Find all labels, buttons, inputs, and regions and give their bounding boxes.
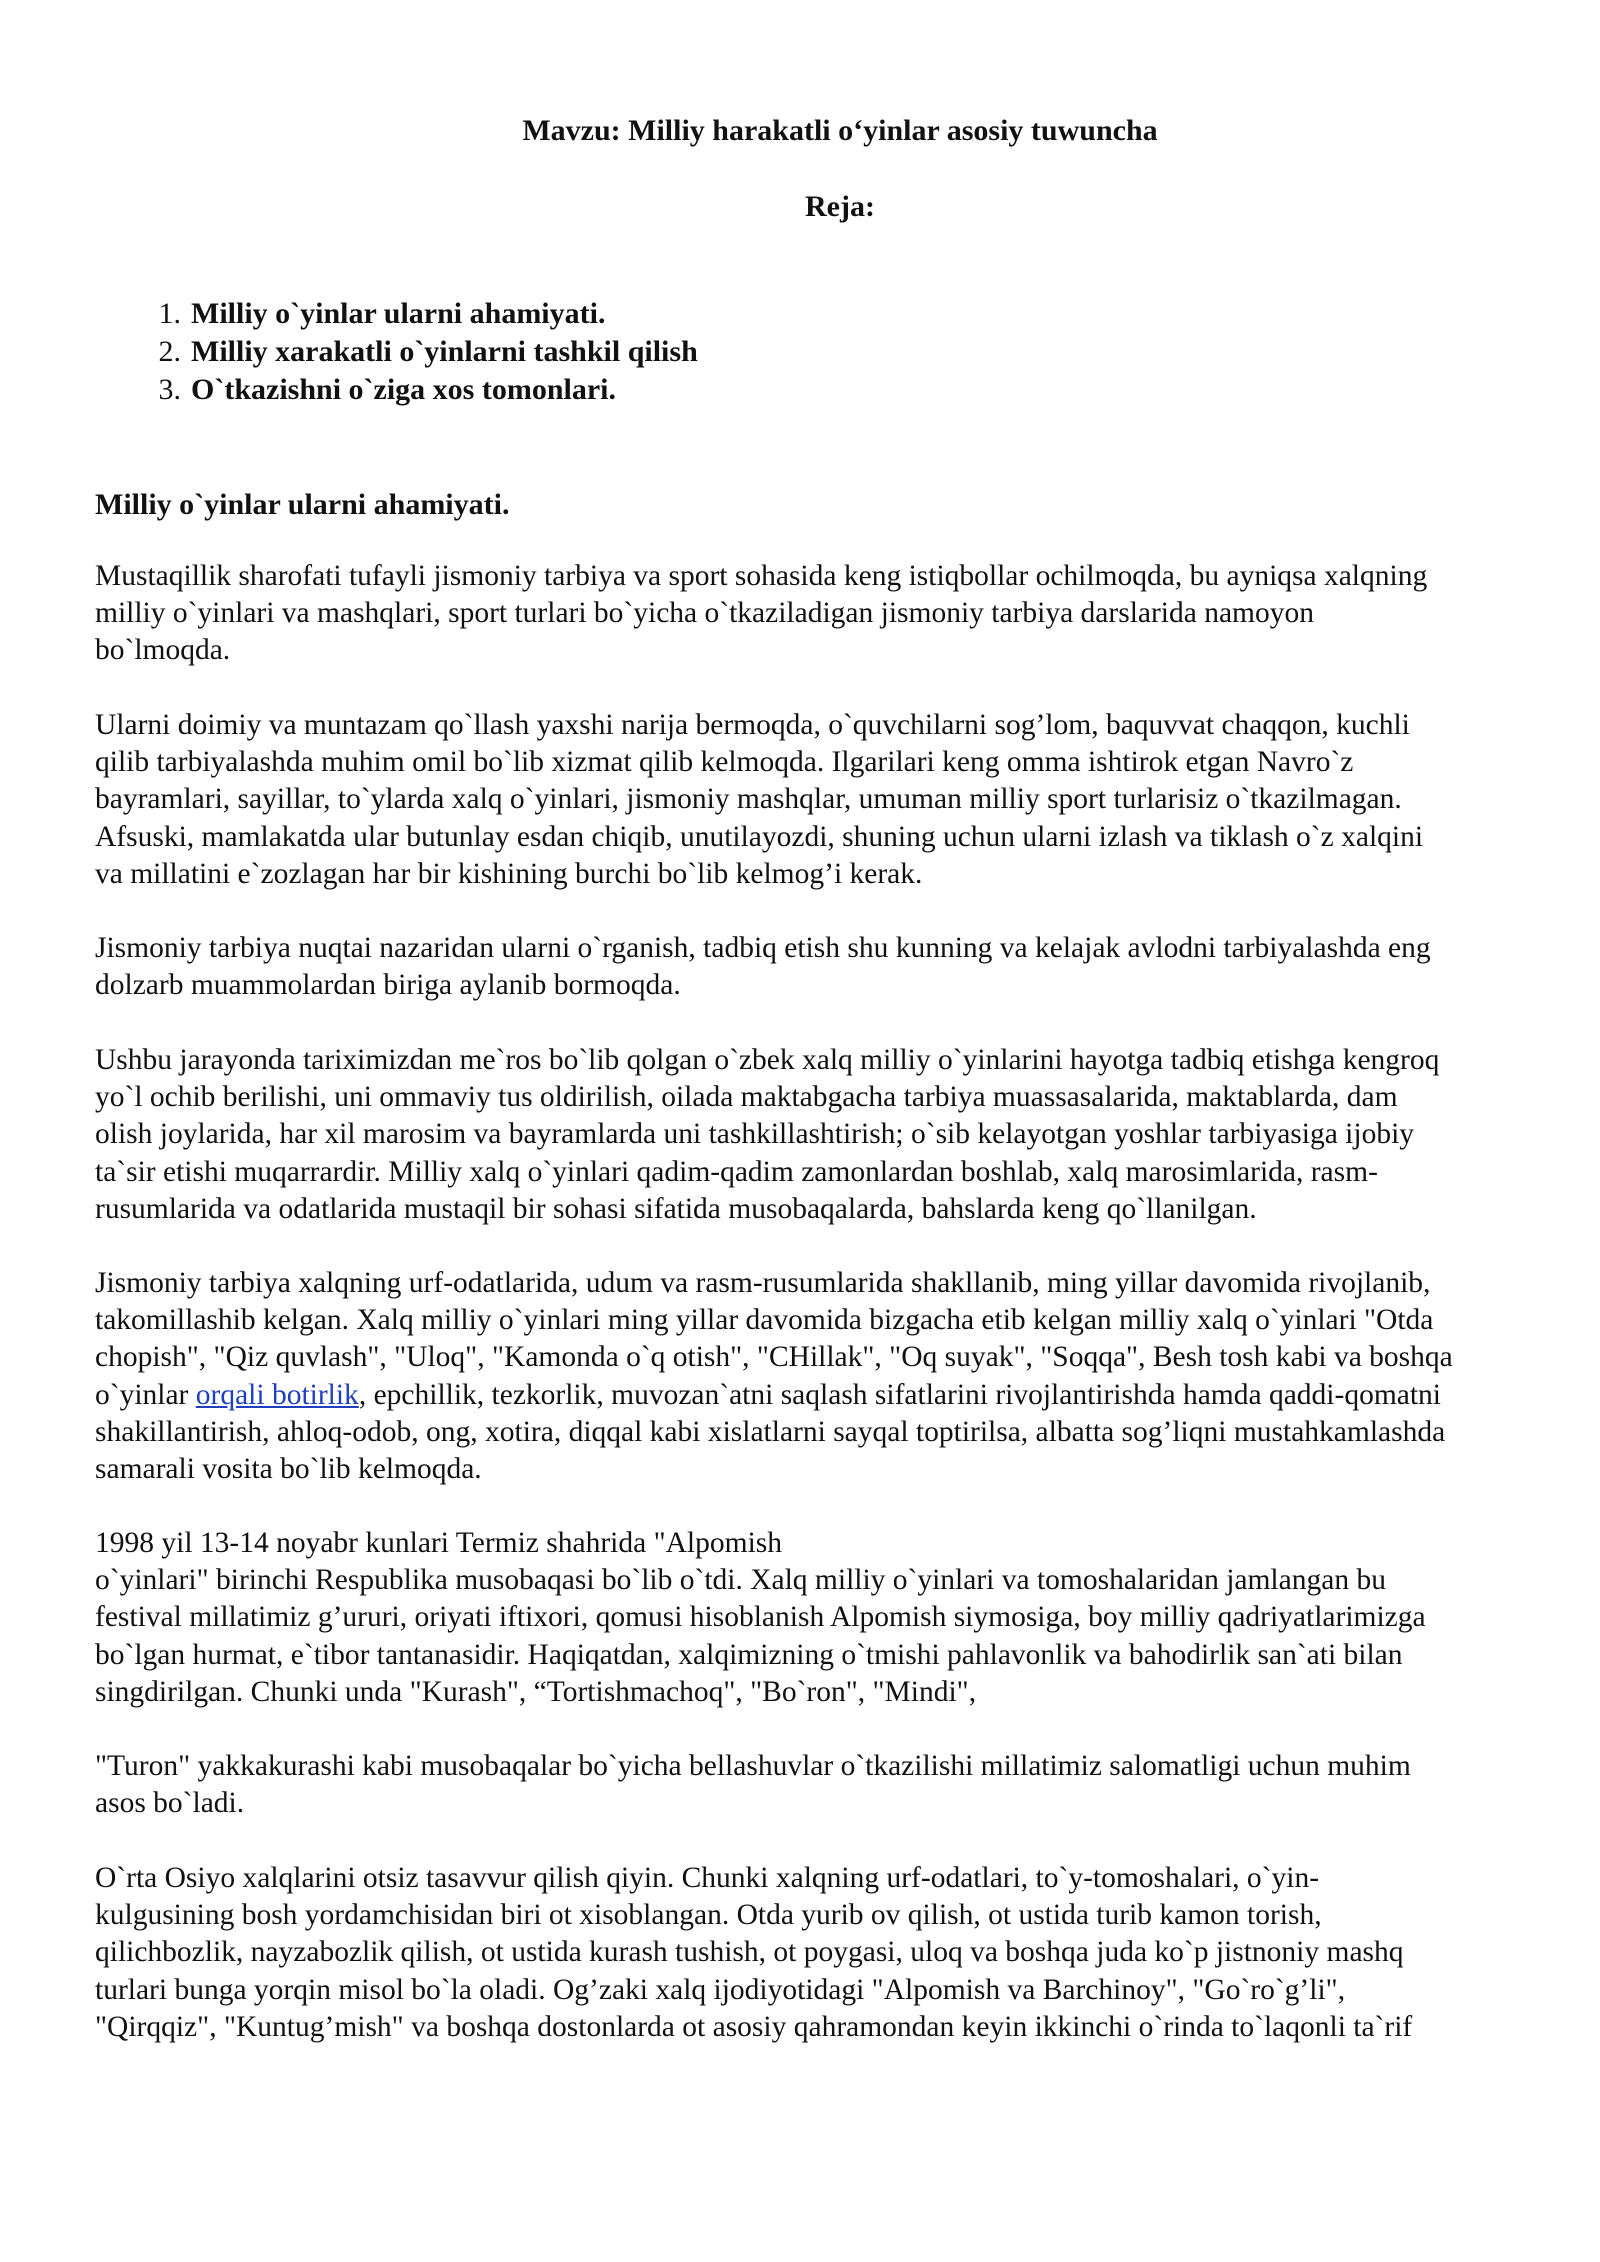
paragraph-6 bbox=[95, 1525, 1590, 1711]
paragraph-3 bbox=[95, 930, 1590, 1004]
text-line: bayramlari, sayillar, to`ylarda xalq o`yinlari, jismoniy mashqlar, umuman milliy sport turlarisiz o`tkazilmagan. bbox=[95, 783, 1402, 816]
text-line: milliy o`yinlari va mashqlari, sport turlari bo`yicha o`tkaziladigan jismoniy tarbiya darslarida namoyon bbox=[95, 597, 1315, 630]
plan-item-number: 2. bbox=[158, 335, 181, 368]
text-line: yo`l ochib berilishi, uni ommaviy tus oldirilish, oilada maktabgacha tarbiya muassasalarida, maktablarda, dam bbox=[95, 1081, 1398, 1114]
text-line: rusumlarida va odatlarida mustaqil bir sohasi sifatida musobaqalarda, bahslarda keng qo`llanilgan. bbox=[95, 1192, 1257, 1225]
text-line: qilichbozlik, nayzabozlik qilish, ot ustida kurash tushish, ot poygasi, uloq va boshqa juda ko`p jistnoniy mashq bbox=[95, 1936, 1404, 1969]
document-title: Mavzu: Milliy harakatli o‘yinlar asosiy tuwuncha bbox=[522, 114, 1158, 147]
text-line: olish joylarida, har xil marosim va bayramlarda uni tashkillashtirish; o`sib kelayotgan yoshlar tarbiyasiga ijobiy bbox=[95, 1118, 1415, 1151]
paragraph-7 bbox=[95, 1748, 1590, 1822]
plan-item-text: O`tkazishni o`ziga xos tomonlari. bbox=[191, 373, 616, 406]
text-line: va millatini e`zozlagan har bir kishining burchi bo`lib kelmog’i kerak. bbox=[95, 857, 923, 890]
text-line: asos bo`ladi. bbox=[95, 1787, 245, 1820]
section-heading: Milliy o`yinlar ularni ahamiyati. bbox=[95, 488, 510, 521]
plan-item-number: 1. bbox=[158, 297, 181, 330]
text-line: "Qirqqiz", "Kuntug’mish" va boshqa dostonlarda ot asosiy qahramondan keyin ikkinchi o`rinda to`laqonli ta`rif bbox=[95, 2010, 1413, 2043]
text-line: dolzarb muammolardan biriga aylanib bormoqda. bbox=[95, 969, 681, 1002]
paragraph-8 bbox=[95, 1860, 1590, 2046]
text-line: Mustaqillik sharofati tufayli jismoniy tarbiya va sport sohasida keng istiqbollar ochilmoqda, bu ayniqsa xalqning bbox=[95, 560, 1428, 592]
plan-heading: Reja: bbox=[805, 190, 875, 223]
plan-item-number: 3. bbox=[158, 373, 181, 406]
paragraph-5 bbox=[95, 1265, 1590, 1488]
plan-item bbox=[95, 333, 698, 371]
text-line: samarali vosita bo`lib kelmoqda. bbox=[95, 1453, 482, 1486]
text-line: shakillantirish, ahloq-odob, ong, xotira, diqqal kabi xislatlarni sayqal toptirilsa, albatta sog’liqni mustahkamlashda bbox=[95, 1415, 1446, 1448]
text-fragment: , epchillik, tezkorlik, muvozan`atni saqlash sifatlarini rivojlantirishda hamda qaddi-qomatni bbox=[358, 1378, 1442, 1411]
text-line: Ularni doimiy va muntazam qo`llash yaxshi narija bermoqda, o`quvchilarni sog’lom, baquvvat chaqqon, kuchli bbox=[95, 709, 1410, 741]
paragraph-1 bbox=[95, 558, 1590, 670]
text-line: Jismoniy tarbiya nuqtai nazaridan ularni o`rganish, tadbiq etish shu kunning va kelajak avlodni tarbiyalashda eng bbox=[95, 932, 1431, 964]
text-line: o`yinlari" birinchi Respublika musobaqasi bo`lib o`tdi. Xalq milliy o`yinlari va tomoshalaridan jamlangan bu bbox=[95, 1564, 1386, 1597]
paragraph-4 bbox=[95, 1042, 1590, 1228]
text-line: bo`lgan hurmat, e`tibor tantanasidir. Haqiqatdan, xalqimizning o`tmishi pahlavonlik va bahodirlik san`ati bilan bbox=[95, 1638, 1403, 1671]
text-line: Jismoniy tarbiya xalqning urf-odatlarida, udum va rasm-rusumlarida shakllanib, ming yillar davomida rivojlanib, bbox=[95, 1267, 1431, 1299]
paragraph-2 bbox=[95, 707, 1590, 893]
text-fragment: o`yinlar bbox=[95, 1378, 196, 1411]
plan-item-text: Milliy o`yinlar ularni ahamiyati. bbox=[191, 297, 606, 330]
text-line: bo`lmoqda. bbox=[95, 634, 231, 667]
text-line: Afsuski, mamlakatda ular butunlay esdan chiqib, unutilayozdi, shuning uchun ularni izlash va tiklash o`z xalqini bbox=[95, 820, 1424, 853]
text-line: takomillashib kelgan. Xalq milliy o`yinlari ming yillar davomida bizgacha etib kelgan milliy xalq o`yinlari "Otda bbox=[95, 1304, 1434, 1337]
orqali-botirlik-link[interactable]: orqali botirlik bbox=[195, 1378, 359, 1411]
text-line: kulgusining bosh yordamchisidan biri ot xisoblangan. Otda yurib ov qilish, ot ustida turib kamon torish, bbox=[95, 1899, 1322, 1932]
text-line bbox=[95, 1377, 1590, 1414]
plan-item bbox=[95, 295, 698, 333]
text-line: 1998 yil 13-14 noyabr kunlari Termiz shahrida "Alpomish bbox=[95, 1527, 782, 1559]
text-line: singdirilgan. Chunki unda "Kurash", “Tortishmachoq", "Bo`ron", "Mindi", bbox=[95, 1675, 977, 1708]
text-line: ta`sir etishi muqarrardir. Milliy xalq o`yinlari qadim-qadim zamonlardan boshlab, xalq marosimlarida, rasm- bbox=[95, 1155, 1378, 1188]
text-line: qilib tarbiyalashda muhim omil bo`lib xizmat qilib kelmoqda. Ilgarilari keng omma ishtirok etgan Navro`z bbox=[95, 746, 1354, 779]
text-line: chopish", "Qiz quvlash", "Uloq", "Kamonda o`q otish", "CHillak", "Oq suyak", "Soqqa", Besh tosh kabi va boshqa bbox=[95, 1341, 1453, 1374]
text-line: "Turon" yakkakurashi kabi musobaqalar bo`yicha bellashuvlar o`tkazilishi millatimiz salomatligi uchun muhim bbox=[95, 1750, 1411, 1782]
plan-item-text: Milliy xarakatli o`yinlarni tashkil qilish bbox=[191, 335, 698, 368]
text-line: festival millatimiz g’ururi, oriyati iftixori, qomusi hisoblanish Alpomish siymosiga, boy milliy qadriyatlarimizga bbox=[95, 1601, 1426, 1634]
text-line: turlari bunga yorqin misol bo`la oladi. Og’zaki xalq ijodiyotidagi "Alpomish va Barchinoy", "Go`ro`g’li", bbox=[95, 1973, 1346, 2006]
plan-item bbox=[95, 371, 698, 409]
text-line: Ushbu jarayonda tariximizdan me`ros bo`lib qolgan o`zbek xalq milliy o`yinlarini hayotga tadbiq etishga kengroq bbox=[95, 1044, 1440, 1076]
text-line: O`rta Osiyo xalqlarini otsiz tasavvur qilish qiyin. Chunki xalqning urf-odatlari, to`y-tomoshalari, o`yin- bbox=[95, 1862, 1320, 1894]
plan-list bbox=[95, 295, 698, 409]
